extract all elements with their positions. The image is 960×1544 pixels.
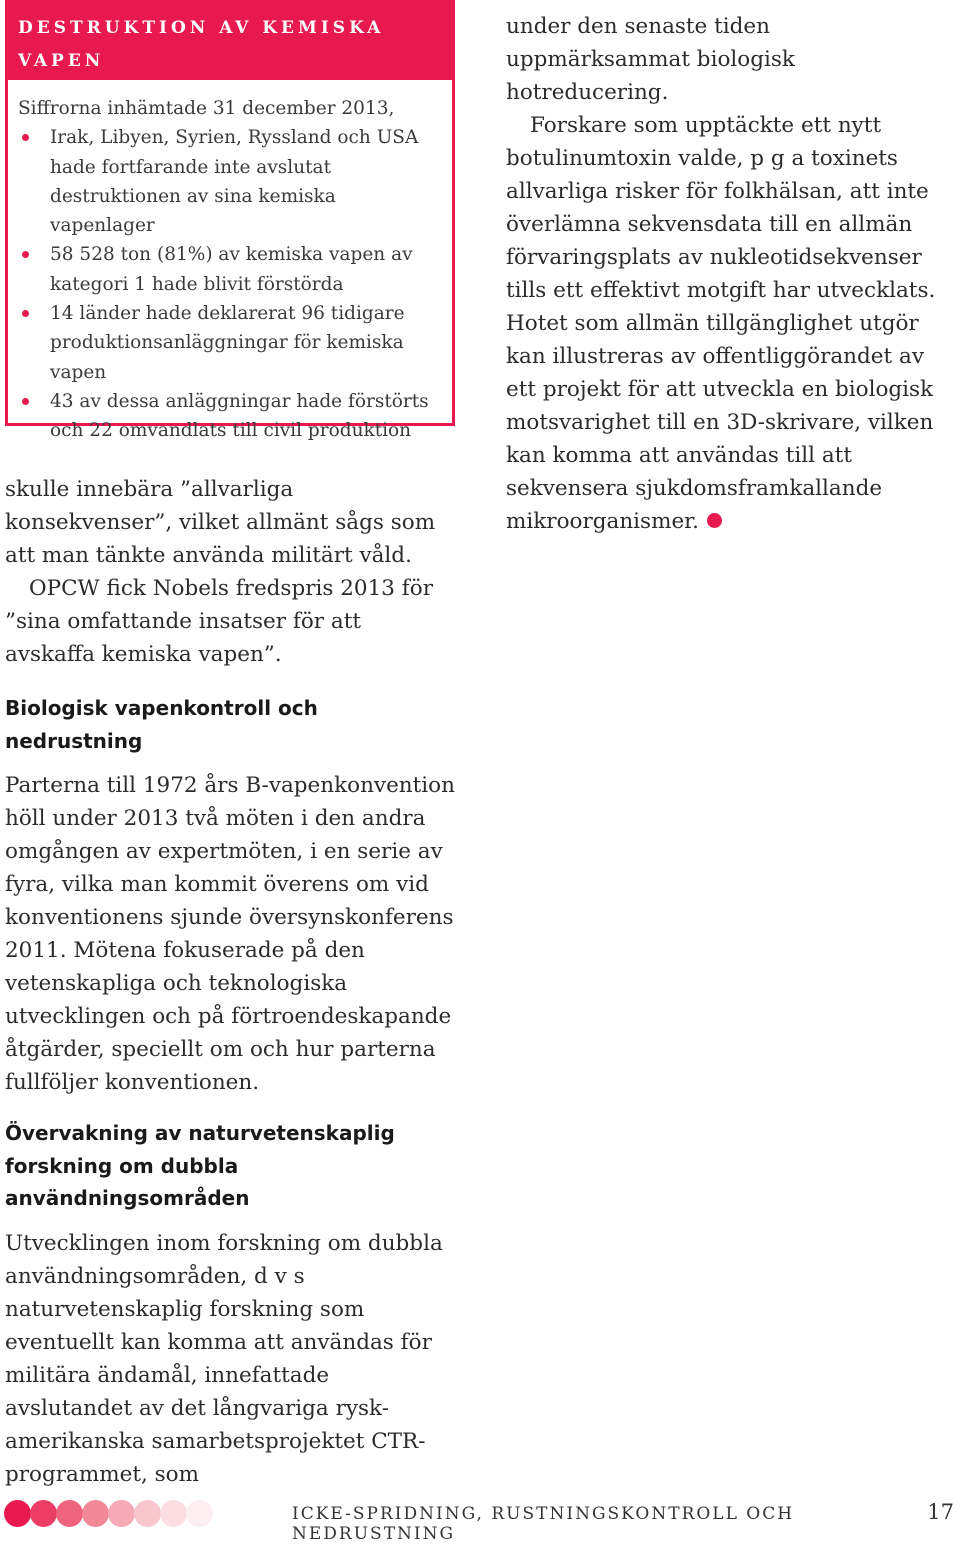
footer-dot-icon [160,1500,187,1527]
left-column [5,473,455,1491]
body-paragraph: OPCW fick Nobels fredspris 2013 för ”sina omfattande insatser för att avskaffa kemiska vapen”. [5,576,433,667]
factbox-list-item: 58 528 ton (81%) av kemiska vapen av kategori 1 hade blivit förstörda [18,240,442,299]
factbox-intro: Siffrorna inhämtade 31 december 2013, [18,98,395,119]
factbox-list-item: 43 av dessa anläggningar hade förstörts och 22 omvandlats till civil produktion [18,387,442,446]
factbox-body [8,80,452,446]
footer-dot-icon [134,1500,161,1527]
footer-dot-icon [4,1500,31,1527]
end-mark-icon [707,513,722,528]
factbox-list-item: 14 länder hade deklarerat 96 tidigare produktionsanläggningar för kemiska vapen [18,299,442,387]
body-paragraph: under den senaste tiden uppmärksammat biologisk hotreducering. [506,14,795,105]
right-column [506,10,958,538]
body-paragraph [506,109,958,538]
body-paragraph-text: Forskare som upptäckte ett nytt botulinumtoxin valde, p g a toxinets allvarliga risker för folkhälsan, att inte överlämna sekvensdata till en allmän förvaringsplats av nukleotidsekvenser tills ett effektivt motgift har utvecklats. Hotet som allmän tillgänglighet utgör kan illustreras av offentliggörandet av ett projekt för att utveckla en biologisk motsvarighet till en 3D-skrivare, vilken kan komma att användas till att sekvensera sjukdomsframkallande mikroorganismer. [506,113,936,534]
body-paragraph: skulle innebära ”allvarliga konsekvenser”, vilket allmänt sågs som att man tänkte använda militärt våld. [5,477,436,568]
factbox-title: DESTRUKTION AV KEMISKA VAPEN [8,3,452,80]
factbox-list-item: Irak, Libyen, Syrien, Ryssland och USA hade fortfarande inte avslutat destruktionen av sina kemiska vapenlager [18,123,442,240]
factbox [5,0,455,442]
page-footer [0,1497,960,1544]
body-paragraph: Parterna till 1972 års B-vapenkonvention höll under 2013 två möten i den andra omgången av expertmöten, i en serie av fyra, vilka man kommit överens om vid konventionens sjunde översynskonferens 2011. Mötena fokuserade på den vetenskapliga och teknologiska utvecklingen och på förtroendeskapande åtgärder, speciellt om och hur parterna fullföljer konventionen. [5,773,455,1095]
footer-dot-icon [82,1500,109,1527]
footer-dot-icon [186,1500,213,1527]
body-paragraph: Utvecklingen inom forskning om dubbla användningsområden, d v s naturvetenskaplig forskning som eventuellt kan komma att användas för militära ändamål, innefattade avslutandet av det långvariga rysk-amerikanska samarbetsprojektet CTR-programmet, som [5,1230,443,1487]
factbox-list [18,123,442,445]
footer-dot-icon [56,1500,83,1527]
footer-section-title: ICKE-SPRIDNING, RUSTNINGSKONTROLL OCH NEDRUSTNING [292,1504,795,1544]
footer-dot-icon [30,1500,57,1527]
section-heading: Övervakning av naturvetenskaplig forskning om dubbla användningsområden [5,1121,395,1210]
footer-dot-icon [108,1500,135,1527]
section-heading: Biologisk vapenkontroll och nedrustning [5,696,318,753]
footer-dots-decoration [4,1500,212,1528]
page-number: 17 [927,1500,954,1524]
